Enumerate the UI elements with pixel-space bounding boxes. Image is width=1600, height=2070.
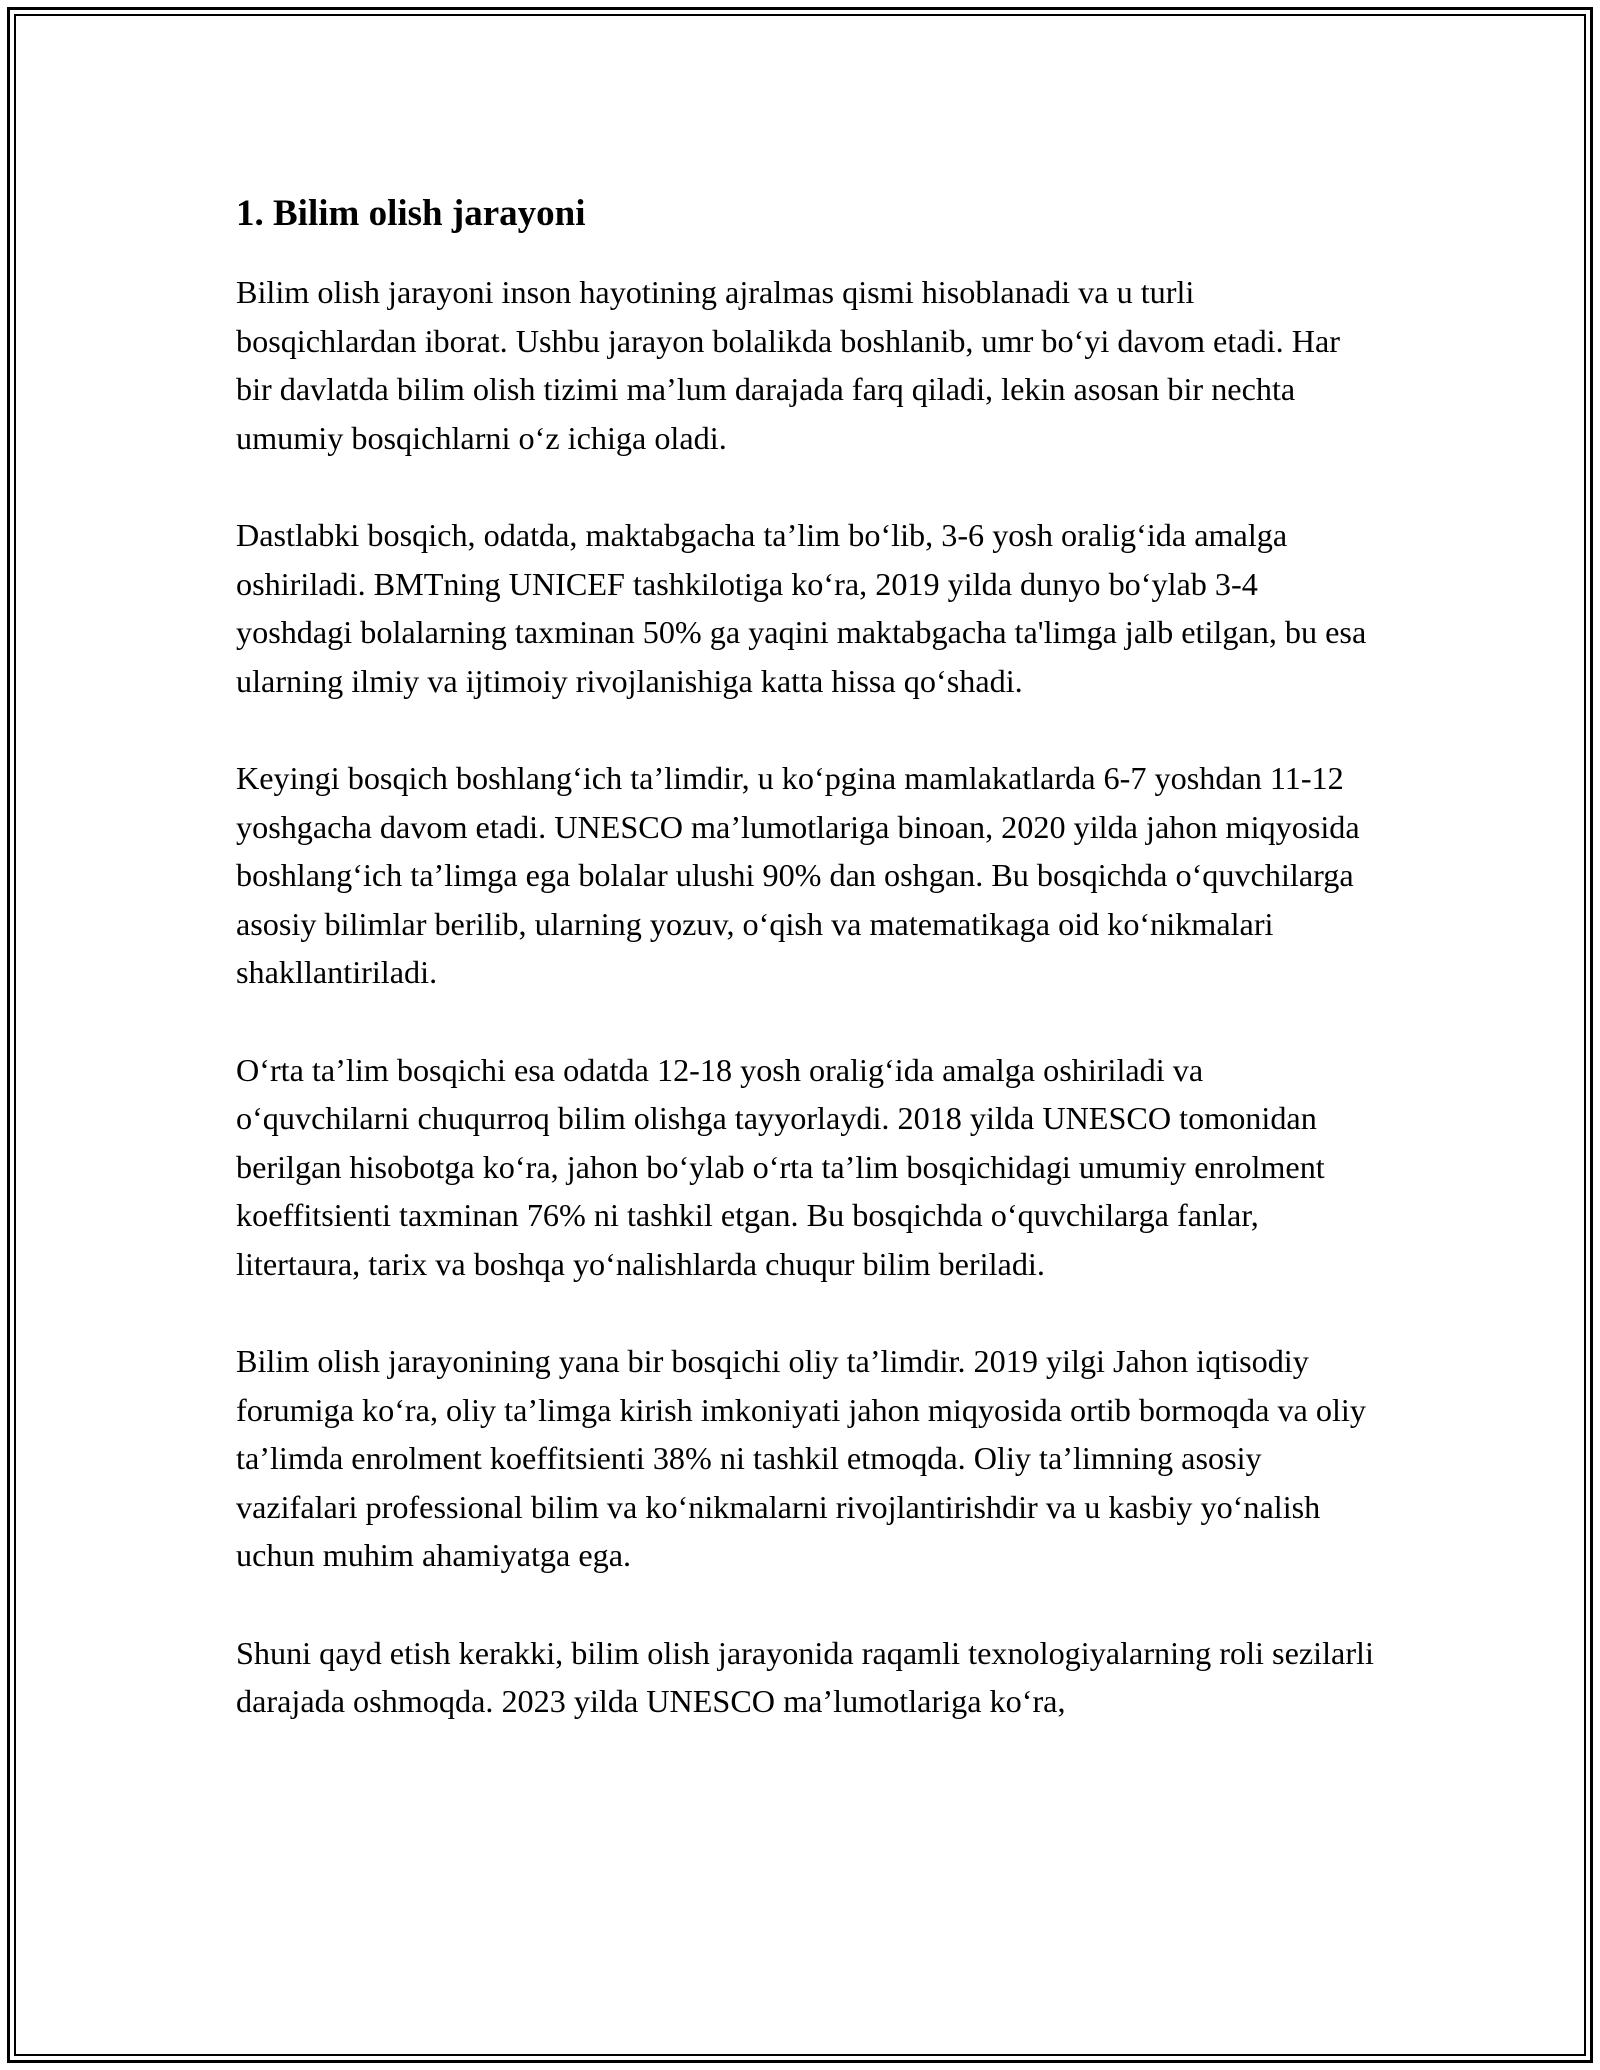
paragraph-higher: Bilim olish jarayonining yana bir bosqichi oliy taʼlimdir. 2019 yilgi Jahon iqtisodiy forumiga koʻra, oliy taʼlimga kirish imkoniyati jahon miqyosida ortib bormoqda va oliy taʼlimda enrolment koeffitsienti 38% ni tashkil etmoqda. Oliy taʼlimning asosiy vazifalari professional bilim va koʻnikmalarni rivojlantirishdir va u kasbiy yoʻnalish uchun muhim ahamiyatga ega. (236, 1343, 1366, 1574)
paragraph-digital: Shuni qayd etish kerakki, bilim olish jarayonida raqamli texnologiyalarning roli sezilarli darajada oshmoqda. 2023 yilda UNESCO maʼlumotlariga koʻra, (236, 1634, 1374, 1720)
paragraph-primary: Keyingi bosqich boshlangʻich taʼlimdir, u koʻpgina mamlakatlarda 6-7 yoshdan 11-12 yoshgacha davom etadi. UNESCO maʼlumotlariga binoan, 2020 yilda jahon miqyosida boshlangʻich taʼlimga ega bolalar ulushi 90% dan oshgan. Bu bosqichda oʻquvchilarga asosiy bilimlar berilib, ularning yozuv, oʻqish va matematikaga oid koʻnikmalari shakllantiriladi. (236, 759, 1360, 991)
section-title: 1. Bilim olish jarayoni (236, 193, 586, 234)
paragraph-preschool: Dastlabki bosqich, odatda, maktabgacha taʼlim boʻlib, 3-6 yosh oraligʻida amalga oshiriladi. BMTning UNICEF tashkilotiga koʻra, 2019 yilda dunyo boʻylab 3-4 yoshdagi bolalarning taxminan 50% ga yaqini maktabgacha ta'limga jalb etilgan, bu esa ularning ilmiy va ijtimoiy rivojlanishiga katta hissa qoʻshadi. (236, 516, 1367, 699)
paragraph-secondary: Oʻrta taʼlim bosqichi esa odatda 12-18 yosh oraligʻida amalga oshiriladi va oʻquvchilarni chuqurroq bilim olishga tayyorlaydi. 2018 yilda UNESCO tomonidan berilgan hisobotga koʻra, jahon boʻylab oʻrta taʼlim bosqichidagi umumiy enrolment koeffitsienti taxminan 76% ni tashkil etgan. Bu bosqichda oʻquvchilarga fanlar, litertaura, tarix va boshqa yoʻnalishlarda chuqur bilim beriladi. (236, 1051, 1325, 1282)
document-body (236, 186, 1376, 1774)
paragraph-intro: Bilim olish jarayoni inson hayotining ajralmas qismi hisoblanadi va u turli bosqichlardan iborat. Ushbu jarayon bolalikda boshlanib, umr boʻyi davom etadi. Har bir davlatda bilim olish tizimi maʼlum darajada farq qiladi, lekin asosan bir nechta umumiy bosqichlarni oʻz ichiga oladi. (236, 274, 1340, 456)
